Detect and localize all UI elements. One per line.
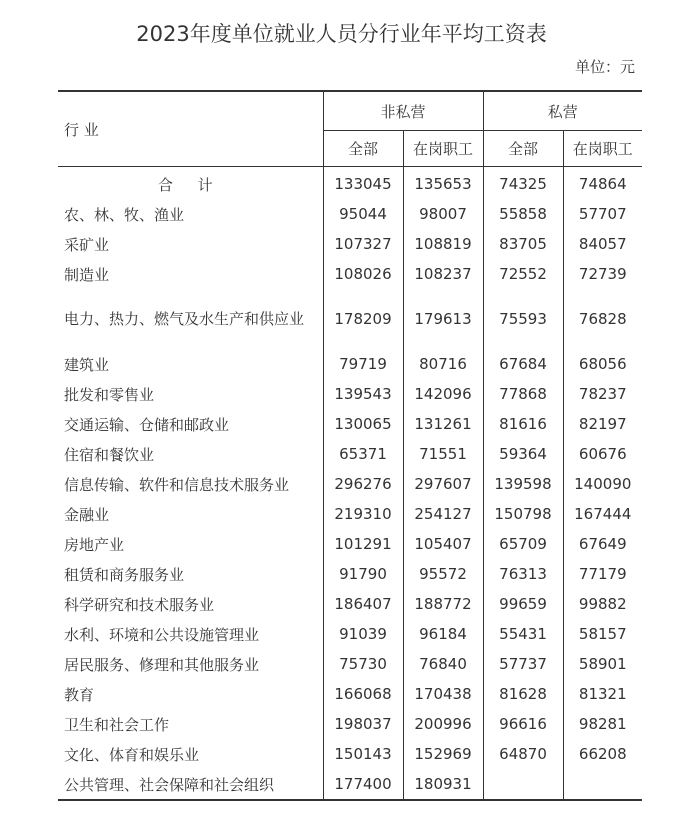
cell-p-onpost: 77179 — [563, 559, 642, 589]
cell-np-all: 108026 — [323, 259, 403, 289]
cell-np-onpost: 76840 — [403, 649, 483, 679]
cell-np-all: 133045 — [323, 167, 403, 200]
cell-np-all: 150143 — [323, 739, 403, 769]
table-row — [58, 619, 642, 649]
row-name: 采矿业 — [64, 235, 110, 254]
table-row — [58, 229, 642, 259]
table-row — [58, 379, 642, 409]
row-name: 水利、环境和公共设施管理业 — [64, 625, 260, 644]
cell-p-onpost: 78237 — [563, 379, 642, 409]
cell-np-onpost: 200996 — [403, 709, 483, 739]
header-nonprivate-all: 全部 — [323, 131, 403, 167]
cell-np-onpost: 179613 — [403, 289, 483, 349]
cell-p-onpost: 58901 — [563, 649, 642, 679]
cell-p-onpost: 167444 — [563, 499, 642, 529]
header-private-onpost: 在岗职工 — [563, 131, 642, 167]
cell-p-all: 76313 — [483, 559, 563, 589]
row-name: 批发和零售业 — [64, 385, 155, 404]
row-name: 居民服务、修理和其他服务业 — [64, 655, 260, 674]
cell-p-onpost: 67649 — [563, 529, 642, 559]
cell-p-all: 96616 — [483, 709, 563, 739]
cell-p-onpost: 58157 — [563, 619, 642, 649]
cell-np-onpost: 131261 — [403, 409, 483, 439]
cell-p-onpost: 81321 — [563, 679, 642, 709]
row-name: 合 计 — [157, 175, 223, 194]
cell-p-onpost: 82197 — [563, 409, 642, 439]
table-row-total — [58, 167, 642, 200]
cell-p-all: 55431 — [483, 619, 563, 649]
cell-p-all: 77868 — [483, 379, 563, 409]
cell-p-onpost: 68056 — [563, 349, 642, 379]
cell-np-all: 95044 — [323, 199, 403, 229]
cell-np-onpost: 71551 — [403, 439, 483, 469]
cell-np-onpost: 180931 — [403, 769, 483, 800]
cell-np-onpost: 108819 — [403, 229, 483, 259]
cell-np-all: 91790 — [323, 559, 403, 589]
table-row — [58, 439, 642, 469]
cell-p-all — [483, 769, 563, 800]
table-row — [58, 559, 642, 589]
header-nonprivate-onpost: 在岗职工 — [403, 131, 483, 167]
cell-np-onpost: 96184 — [403, 619, 483, 649]
cell-np-all: 79719 — [323, 349, 403, 379]
cell-np-onpost: 254127 — [403, 499, 483, 529]
cell-p-all: 81628 — [483, 679, 563, 709]
table-row — [58, 709, 642, 739]
cell-np-onpost: 170438 — [403, 679, 483, 709]
cell-p-all: 57737 — [483, 649, 563, 679]
row-name: 房地产业 — [64, 535, 125, 554]
cell-np-all: 198037 — [323, 709, 403, 739]
table-row — [58, 199, 642, 229]
cell-np-onpost: 135653 — [403, 167, 483, 200]
table-row — [58, 649, 642, 679]
cell-np-all: 107327 — [323, 229, 403, 259]
row-name: 公共管理、社会保障和社会组织 — [64, 775, 275, 794]
cell-p-onpost: 74864 — [563, 167, 642, 200]
cell-np-all: 75730 — [323, 649, 403, 679]
cell-np-all: 65371 — [323, 439, 403, 469]
row-name: 金融业 — [64, 505, 110, 524]
header-nonprivate: 非私营 — [323, 91, 483, 131]
table-row — [58, 469, 642, 499]
row-name: 卫生和社会工作 — [64, 715, 170, 734]
cell-np-all: 139543 — [323, 379, 403, 409]
cell-np-all: 130065 — [323, 409, 403, 439]
cell-np-onpost: 108237 — [403, 259, 483, 289]
row-name: 信息传输、软件和信息技术服务业 — [64, 475, 290, 494]
table-row — [58, 289, 642, 349]
cell-np-all: 177400 — [323, 769, 403, 800]
row-name: 电力、热力、燃气及水生产和供应业 — [64, 310, 305, 328]
cell-p-onpost: 60676 — [563, 439, 642, 469]
cell-p-onpost — [563, 769, 642, 800]
cell-np-all: 178209 — [323, 289, 403, 349]
table-row — [58, 529, 642, 559]
cell-np-all: 91039 — [323, 619, 403, 649]
row-name: 科学研究和技术服务业 — [64, 595, 215, 614]
header-private: 私营 — [483, 91, 642, 131]
row-name: 农、林、牧、渔业 — [64, 205, 185, 224]
row-name: 租赁和商务服务业 — [64, 565, 185, 584]
cell-p-all: 55858 — [483, 199, 563, 229]
table-row — [58, 679, 642, 709]
table-row — [58, 739, 642, 769]
table-row — [58, 769, 642, 800]
header-private-all: 全部 — [483, 131, 563, 167]
cell-p-onpost: 57707 — [563, 199, 642, 229]
cell-p-all: 65709 — [483, 529, 563, 559]
row-name: 建筑业 — [64, 355, 110, 374]
row-name: 文化、体育和娱乐业 — [64, 745, 200, 764]
cell-np-onpost: 297607 — [403, 469, 483, 499]
cell-p-all: 59364 — [483, 439, 563, 469]
table-row — [58, 499, 642, 529]
cell-np-onpost: 105407 — [403, 529, 483, 559]
cell-np-all: 219310 — [323, 499, 403, 529]
row-name: 教育 — [64, 685, 95, 704]
cell-np-onpost: 80716 — [403, 349, 483, 379]
cell-np-all: 101291 — [323, 529, 403, 559]
row-name: 制造业 — [64, 265, 110, 284]
cell-p-onpost: 66208 — [563, 739, 642, 769]
cell-np-onpost: 142096 — [403, 379, 483, 409]
cell-p-onpost: 98281 — [563, 709, 642, 739]
cell-p-all: 83705 — [483, 229, 563, 259]
cell-p-all: 72552 — [483, 259, 563, 289]
cell-p-onpost: 140090 — [563, 469, 642, 499]
cell-np-onpost: 95572 — [403, 559, 483, 589]
cell-p-all: 74325 — [483, 167, 563, 200]
cell-p-onpost: 76828 — [563, 289, 642, 349]
header-industry: 行 业 — [58, 91, 323, 167]
cell-np-all: 296276 — [323, 469, 403, 499]
page-title: 2023年度单位就业人员分行业年平均工资表 — [136, 22, 547, 46]
cell-p-all: 99659 — [483, 589, 563, 619]
cell-np-onpost: 188772 — [403, 589, 483, 619]
table-row — [58, 349, 642, 379]
table-row — [58, 589, 642, 619]
wage-table — [58, 90, 642, 801]
row-name: 交通运输、仓储和邮政业 — [64, 415, 230, 434]
cell-p-all: 75593 — [483, 289, 563, 349]
cell-p-onpost: 99882 — [563, 589, 642, 619]
table-row — [58, 409, 642, 439]
cell-p-all: 139598 — [483, 469, 563, 499]
cell-p-onpost: 84057 — [563, 229, 642, 259]
cell-p-all: 67684 — [483, 349, 563, 379]
cell-p-all: 81616 — [483, 409, 563, 439]
cell-p-onpost: 72739 — [563, 259, 642, 289]
table-row — [58, 259, 642, 289]
cell-np-all: 166068 — [323, 679, 403, 709]
cell-np-all: 186407 — [323, 589, 403, 619]
unit-label: 单位：元 — [574, 58, 635, 76]
cell-np-onpost: 152969 — [403, 739, 483, 769]
cell-p-all: 64870 — [483, 739, 563, 769]
row-name: 住宿和餐饮业 — [64, 445, 155, 464]
cell-p-all: 150798 — [483, 499, 563, 529]
cell-np-onpost: 98007 — [403, 199, 483, 229]
